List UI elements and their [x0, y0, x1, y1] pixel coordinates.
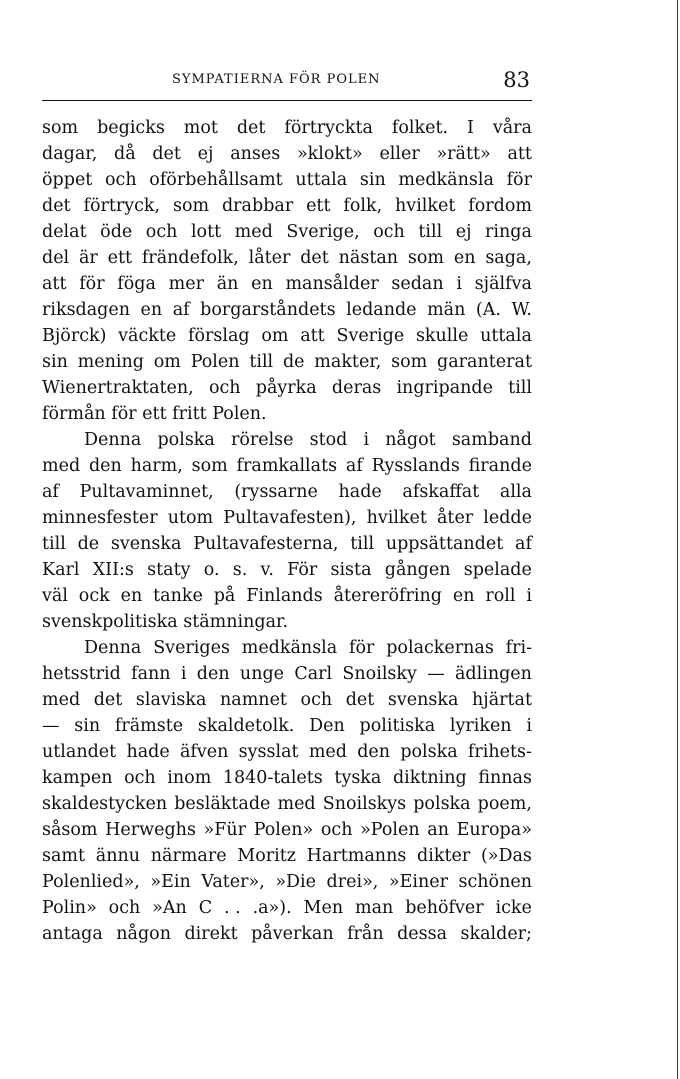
- word: något: [385, 430, 436, 450]
- word: för: [79, 274, 105, 294]
- word: sin: [359, 170, 386, 190]
- text-line: [42, 531, 532, 557]
- word: framkallats: [236, 456, 338, 476]
- word: det: [93, 690, 123, 710]
- word: dessa: [397, 924, 448, 944]
- word: sedan: [391, 274, 444, 294]
- word: Björck): [42, 326, 107, 346]
- word: —: [42, 716, 60, 736]
- word: s.: [232, 560, 248, 580]
- word: svenska: [387, 690, 459, 710]
- word: själfva: [474, 274, 532, 294]
- word: unge: [239, 664, 285, 684]
- word: sin: [74, 716, 101, 736]
- word: som: [42, 118, 79, 138]
- word: Karl: [42, 560, 80, 580]
- word: poem,: [477, 794, 532, 814]
- word: och: [145, 222, 178, 242]
- word: icke: [495, 898, 532, 918]
- word: ledande: [346, 300, 417, 320]
- word: makter,: [314, 352, 382, 372]
- word: ett: [306, 196, 331, 216]
- word: öppet: [42, 170, 93, 190]
- word: uttala: [295, 170, 348, 190]
- text-line: [42, 375, 532, 401]
- word: äfven: [179, 742, 229, 762]
- word: schönen: [458, 872, 532, 892]
- word: som: [391, 352, 428, 372]
- text-line: [42, 739, 532, 765]
- word: af: [42, 482, 59, 502]
- word: ej: [197, 144, 214, 164]
- word: gången: [384, 560, 451, 580]
- word: drabbar: [221, 196, 294, 216]
- word: staty: [147, 560, 191, 580]
- text-line: [42, 765, 532, 791]
- word: spelade: [463, 560, 532, 580]
- word: Vater»,: [201, 872, 265, 892]
- word: såsom: [42, 820, 98, 840]
- word: låter: [248, 248, 291, 268]
- word: skulle: [415, 326, 469, 346]
- word: Men: [303, 898, 344, 918]
- word: för: [349, 638, 375, 658]
- word: sin: [42, 352, 68, 372]
- word: uttala: [480, 326, 532, 346]
- word: »An: [152, 898, 187, 918]
- word: behöfver: [405, 898, 484, 918]
- word: till: [508, 378, 532, 398]
- word: svenskpolitiska stämningar.: [42, 612, 289, 632]
- text-line: [42, 921, 532, 947]
- word: »Ein: [150, 872, 191, 892]
- word: lyriken: [449, 716, 512, 736]
- word: besläktade: [174, 794, 271, 814]
- word: Finlands: [246, 586, 323, 606]
- word: (A.: [475, 300, 501, 320]
- word: samt: [42, 846, 86, 866]
- word: dikter: [417, 846, 471, 866]
- word: del: [42, 248, 70, 268]
- word: förtryck,: [83, 196, 161, 216]
- word: ingripande: [396, 378, 493, 398]
- word: det: [152, 144, 181, 164]
- word: polska: [413, 794, 471, 814]
- body-text: [42, 115, 532, 947]
- word: (»Das: [480, 846, 532, 866]
- word: fordom: [468, 196, 532, 216]
- word: skaldetolk.: [197, 716, 295, 736]
- word: ädlingen: [454, 664, 532, 684]
- text-line: [42, 869, 532, 895]
- word: den: [357, 742, 391, 762]
- running-title: SYMPATIERNA FÖR POLEN: [172, 72, 381, 87]
- word: i: [526, 716, 532, 736]
- word: med: [277, 794, 316, 814]
- word: i: [363, 430, 370, 450]
- word: de: [282, 352, 305, 372]
- text-line: [42, 895, 532, 921]
- word: i: [456, 274, 462, 294]
- word: det: [236, 118, 266, 138]
- word: sista: [330, 560, 372, 580]
- word: Pultavafesterna,: [193, 534, 339, 554]
- word: en: [140, 300, 163, 320]
- word: som: [191, 456, 228, 476]
- word: Wienertraktaten,: [42, 378, 194, 398]
- word: och: [300, 690, 333, 710]
- word: rörelse: [230, 430, 294, 450]
- word: väckte: [118, 326, 177, 346]
- page-edge-line: [677, 0, 678, 1079]
- word: deras: [331, 378, 382, 398]
- text-line: [42, 817, 532, 843]
- word: »Die: [275, 872, 317, 892]
- word: att: [42, 274, 67, 294]
- word: Polen: [190, 352, 240, 372]
- text-line: [42, 297, 532, 323]
- word: kampen: [42, 768, 113, 788]
- word: främste: [114, 716, 184, 736]
- word: en: [120, 586, 143, 606]
- word: påyrka: [255, 378, 317, 398]
- text-line: [42, 401, 532, 427]
- word: med: [42, 456, 81, 476]
- word: mansålder: [285, 274, 379, 294]
- word: Moritz: [237, 846, 296, 866]
- word: begicks: [97, 118, 165, 138]
- text-line: [42, 453, 532, 479]
- word: Pultavafesten),: [223, 508, 357, 528]
- word: de: [77, 534, 100, 554]
- word: utom: [167, 508, 214, 528]
- word: folket.: [391, 118, 449, 138]
- word: ock: [78, 586, 110, 606]
- word: hade: [126, 742, 170, 762]
- word: borgarståndets: [200, 300, 336, 320]
- word: Denna: [84, 638, 142, 658]
- word: medkänsla: [241, 638, 338, 658]
- word: mot: [183, 118, 218, 138]
- word: hade: [338, 482, 382, 502]
- word: roll: [485, 586, 516, 606]
- word: det: [300, 248, 329, 268]
- word: »rätt»: [436, 144, 491, 164]
- text-line: [42, 557, 532, 583]
- word: fri-: [505, 638, 532, 658]
- word: af: [172, 300, 190, 320]
- word: det: [42, 196, 71, 216]
- word: till: [418, 222, 443, 242]
- word: med: [42, 690, 81, 710]
- text-line: [42, 115, 532, 141]
- word: skaldestycken: [42, 794, 168, 814]
- word: man: [354, 898, 394, 918]
- word: Polen»: [253, 820, 314, 840]
- word: frihets-: [467, 742, 532, 762]
- text-line: [42, 167, 532, 193]
- word: den: [196, 664, 230, 684]
- word: I: [466, 118, 474, 138]
- word: mening: [77, 352, 144, 372]
- word: och: [373, 222, 405, 242]
- word: och: [208, 378, 241, 398]
- word: en: [251, 274, 273, 294]
- word: harm,: [130, 456, 183, 476]
- text-line: [42, 713, 532, 739]
- word: För: [287, 560, 318, 580]
- word: på: [213, 586, 236, 606]
- word: Europa»: [456, 820, 532, 840]
- word: om: [261, 326, 289, 346]
- text-line: [42, 505, 532, 531]
- word: firande: [468, 456, 532, 476]
- word: och: [124, 768, 156, 788]
- word: ett: [107, 248, 133, 268]
- word: dagar,: [42, 144, 98, 164]
- text-line: [42, 323, 532, 349]
- word: an: [427, 820, 449, 840]
- word: —: [427, 664, 445, 684]
- word: med: [234, 222, 273, 242]
- word: tanke: [153, 586, 203, 606]
- text-line: [42, 687, 532, 713]
- word: väl: [42, 586, 68, 606]
- word: ledde: [483, 508, 532, 528]
- word: om: [153, 352, 181, 372]
- text-line: [42, 245, 532, 271]
- word: någon: [116, 924, 171, 944]
- word: eller: [379, 144, 420, 164]
- word: den: [88, 456, 122, 476]
- word: från: [347, 924, 384, 944]
- word: minnesfester: [42, 508, 158, 528]
- word: att: [507, 144, 532, 164]
- word: och: [108, 898, 141, 918]
- word: v.: [260, 560, 274, 580]
- word: åter: [436, 508, 474, 528]
- word: skalder;: [460, 924, 532, 944]
- word: Carl: [294, 664, 333, 684]
- text-line: [42, 271, 532, 297]
- word: ej: [455, 222, 472, 242]
- word: Rysslands: [371, 456, 460, 476]
- word: politiska: [359, 716, 436, 736]
- word: är: [78, 248, 98, 268]
- word: saga,: [485, 248, 532, 268]
- word: till: [42, 534, 66, 554]
- word: direkt: [184, 924, 238, 944]
- word: Herweghs: [105, 820, 196, 840]
- word: att: [300, 326, 325, 346]
- word: och: [105, 170, 137, 190]
- word: hvilket: [366, 508, 427, 528]
- text-line: [42, 141, 532, 167]
- word: o.: [203, 560, 220, 580]
- word: tyska: [334, 768, 382, 788]
- word: polackernas: [386, 638, 494, 658]
- word: Hartmanns: [306, 846, 407, 866]
- word: en: [453, 248, 476, 268]
- word: stod: [309, 430, 348, 450]
- word: antaga: [42, 924, 103, 944]
- word: folk,: [343, 196, 383, 216]
- word: föga: [117, 274, 156, 294]
- word: hjärtat: [472, 690, 532, 710]
- word: förtryckta: [284, 118, 373, 138]
- word: uppsättandet: [385, 534, 504, 554]
- word: C: [198, 898, 213, 918]
- text-line: [42, 219, 532, 245]
- word: inom: [167, 768, 212, 788]
- word: sysslat: [238, 742, 299, 762]
- word: polska: [400, 742, 458, 762]
- word: än: [216, 274, 239, 294]
- word: det: [345, 690, 375, 710]
- word: (ryssarne: [234, 482, 318, 502]
- word: oförbehållsamt: [149, 170, 283, 190]
- word: slaviska: [135, 690, 207, 710]
- word: Polenlied»,: [42, 872, 140, 892]
- text-line: [42, 193, 532, 219]
- word: frändefolk,: [141, 248, 239, 268]
- word: till: [249, 352, 274, 372]
- word: då: [114, 144, 136, 164]
- text-line: [42, 479, 532, 505]
- word: »Einer: [388, 872, 448, 892]
- word: som: [407, 248, 445, 268]
- word: samband: [451, 430, 532, 450]
- word: i: [526, 586, 532, 606]
- word: svenska: [110, 534, 182, 554]
- text-line: [42, 791, 532, 817]
- word: nästan: [338, 248, 399, 268]
- word: Sveriges: [153, 638, 230, 658]
- word: »Für: [203, 820, 247, 840]
- header-rule: [42, 100, 532, 101]
- word: Den: [309, 716, 345, 736]
- word: alla: [499, 482, 532, 502]
- word: förmån för ett fritt Polen.: [42, 404, 267, 424]
- word: som: [172, 196, 210, 216]
- word: anses: [230, 144, 281, 164]
- text-line: [42, 349, 532, 375]
- word: påverkan: [251, 924, 334, 944]
- word: af: [345, 456, 363, 476]
- word: närmare: [150, 846, 227, 866]
- word: .a»).: [252, 898, 292, 918]
- word: Snoilskys: [322, 794, 407, 814]
- text-line: [42, 609, 532, 635]
- word: drei»,: [326, 872, 379, 892]
- text-line: [42, 661, 532, 687]
- word: . .: [223, 898, 241, 918]
- word: finnas: [478, 768, 532, 788]
- word: afskaffat: [402, 482, 480, 502]
- word: »klokt»: [296, 144, 363, 164]
- word: Snoilsky: [342, 664, 417, 684]
- word: fann: [131, 664, 171, 684]
- word: öde: [100, 222, 133, 242]
- word: förslag: [188, 326, 250, 346]
- word: XII:s: [92, 560, 134, 580]
- text-line: [42, 843, 532, 869]
- word: och: [320, 820, 353, 840]
- word: riksdagen: [42, 300, 131, 320]
- page-header: [42, 70, 532, 100]
- word: mer: [168, 274, 204, 294]
- word: ringa: [485, 222, 532, 242]
- word: män: [427, 300, 466, 320]
- word: 1840-talets: [222, 768, 323, 788]
- word: ännu: [95, 846, 141, 866]
- word: W.: [511, 300, 532, 320]
- word: hetsstrid: [42, 664, 121, 684]
- word: af: [515, 534, 532, 554]
- text-line: [42, 427, 532, 453]
- text-line: [42, 583, 532, 609]
- word: Denna: [84, 430, 142, 450]
- word: Polin»: [42, 898, 97, 918]
- word: polska: [157, 430, 215, 450]
- word: lott: [190, 222, 222, 242]
- word: hvilket: [395, 196, 456, 216]
- word: diktning: [392, 768, 467, 788]
- word: utlandet: [42, 742, 117, 762]
- word: med: [308, 742, 347, 762]
- word: våra: [492, 118, 532, 138]
- word: Pultavaminnet,: [79, 482, 214, 502]
- word: till: [350, 534, 375, 554]
- word: delat: [42, 222, 87, 242]
- word: namnet: [220, 690, 287, 710]
- page-number: 83: [503, 68, 530, 92]
- word: garanterat: [437, 352, 532, 372]
- word: i: [180, 664, 187, 684]
- word: Sverige,: [286, 222, 360, 242]
- word: för: [506, 170, 532, 190]
- word: medkänsla: [398, 170, 494, 190]
- word: en: [452, 586, 475, 606]
- text-line: [42, 635, 532, 661]
- word: återeröfring: [333, 586, 442, 606]
- word: »Polen: [360, 820, 420, 840]
- word: Sverige: [336, 326, 405, 346]
